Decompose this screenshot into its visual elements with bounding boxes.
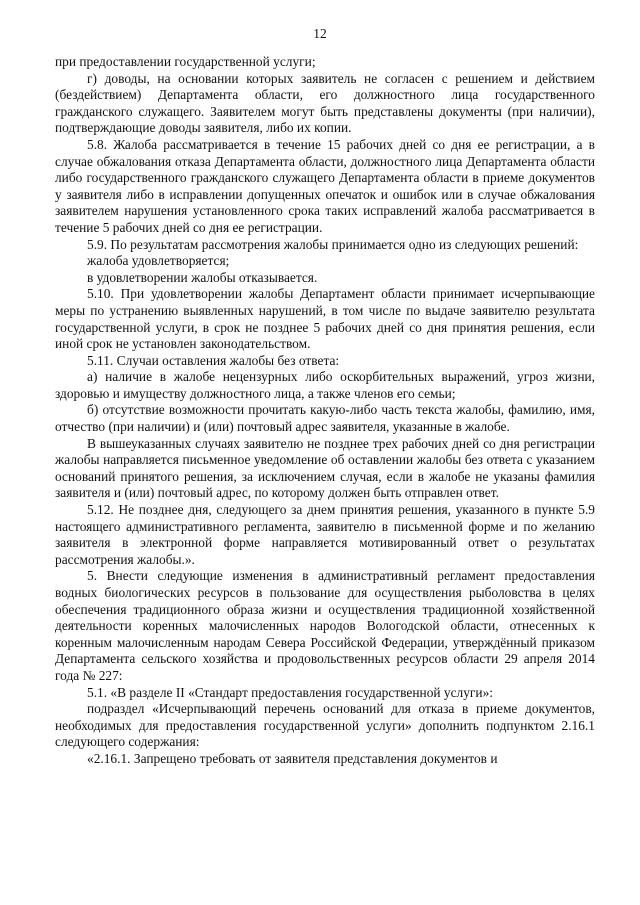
paragraph: В вышеуказанных случаях заявителю не позднее трех рабочих дней со дня регистрации жалобы направляется письменное уведомление об оставлении жалобы без ответа с указанием оснований принятого решения, за исключением случая, если в жалобе не указаны фамилия заявителя и (или) почтовый адрес, по которому должен быть отправлен ответ. — [55, 435, 595, 501]
paragraph: а) наличие в жалобе нецензурных либо оскорбительных выражений, угроз жизни, здоровью и имуществу должностного лица, а также членов его семьи; — [55, 369, 595, 401]
document-body — [55, 54, 595, 768]
paragraph: 5.11. Случаи оставления жалобы без ответа: — [87, 352, 340, 368]
paragraph: 5.12. Не позднее дня, следующего за днем принятия решения, указанного в пункте 5.9 настоящего административного регламента, заявителю в письменной форме и по желанию заявителя в электронной форме направляется мотивированный ответ о результатах рассмотрения жалобы.». — [55, 502, 595, 567]
paragraph: 5.8. Жалоба рассматривается в течение 15 рабочих дней со дня ее регистрации, а в случае обжалования отказа Департамента области, должностного лица Департамента области либо государственного гражданского служащего Департамента области в приеме документов у заявителя либо в исправлении допущенных опечаток и ошибок или в случае обжалования заявителем нарушения установленного срока таких исправлений жалоба рассматривается в течение 5 рабочих дней со дня ее регистрации. — [55, 136, 595, 235]
paragraph: 5.10. При удовлетворении жалобы Департамент области принимает исчерпывающие меры по устранению выявленных нарушений, в том числе по выдаче заявителю результата государственной услуги, в срок не позднее 5 рабочих дней со дня принятия решения, если иной срок не установлен законодательством. — [55, 286, 595, 352]
page-number: 12 — [313, 26, 327, 41]
paragraph: г) доводы, на основании которых заявитель не согласен с решением и действием (бездействием) Департамента области, его должностного лица государственного гражданского служащего. Заявителем могут быть представлены документы (при наличии), подтверждающие доводы заявителя, либо их копии. — [55, 70, 595, 136]
paragraph: в удовлетворении жалобы отказывается. — [87, 269, 318, 285]
paragraph: подраздел «Исчерпывающий перечень оснований для отказа в приеме документов, необходимых для предоставления государственной услуги» дополнить подпунктом 2.16.1 следующего содержания: — [55, 701, 595, 750]
paragraph: 5. Внести следующие изменения в административный регламент предоставления водных биологических ресурсов в пользование для осуществления рыболовства в целях обеспечения традиционного образа жизни и осуществления традиционной хозяйственной деятельности коренных малочисленных народов Вологодской области, отнесенных к коренным малочисленным народам Севера Российской Федерации, утверждённый приказом Департамента сельского хозяйства и продовольственных ресурсов области 29 апреля 2014 года № 227: — [55, 568, 595, 683]
paragraph: 5.1. «В разделе II «Стандарт предоставления государственной услуги»: — [87, 684, 493, 700]
paragraph: при предоставлении государственной услуги; — [55, 54, 316, 69]
paragraph: б) отсутствие возможности прочитать какую-либо часть текста жалобы, фамилию, имя, отчество (при наличии) и (или) почтовый адрес заявителя, указанные в жалобе. — [55, 402, 595, 435]
paragraph: жалоба удовлетворяется; — [87, 253, 230, 269]
paragraph: 5.9. По результатам рассмотрения жалобы принимается одно из следующих решений: — [87, 236, 579, 252]
paragraph: «2.16.1. Запрещено требовать от заявителя представления документов и — [87, 750, 498, 766]
